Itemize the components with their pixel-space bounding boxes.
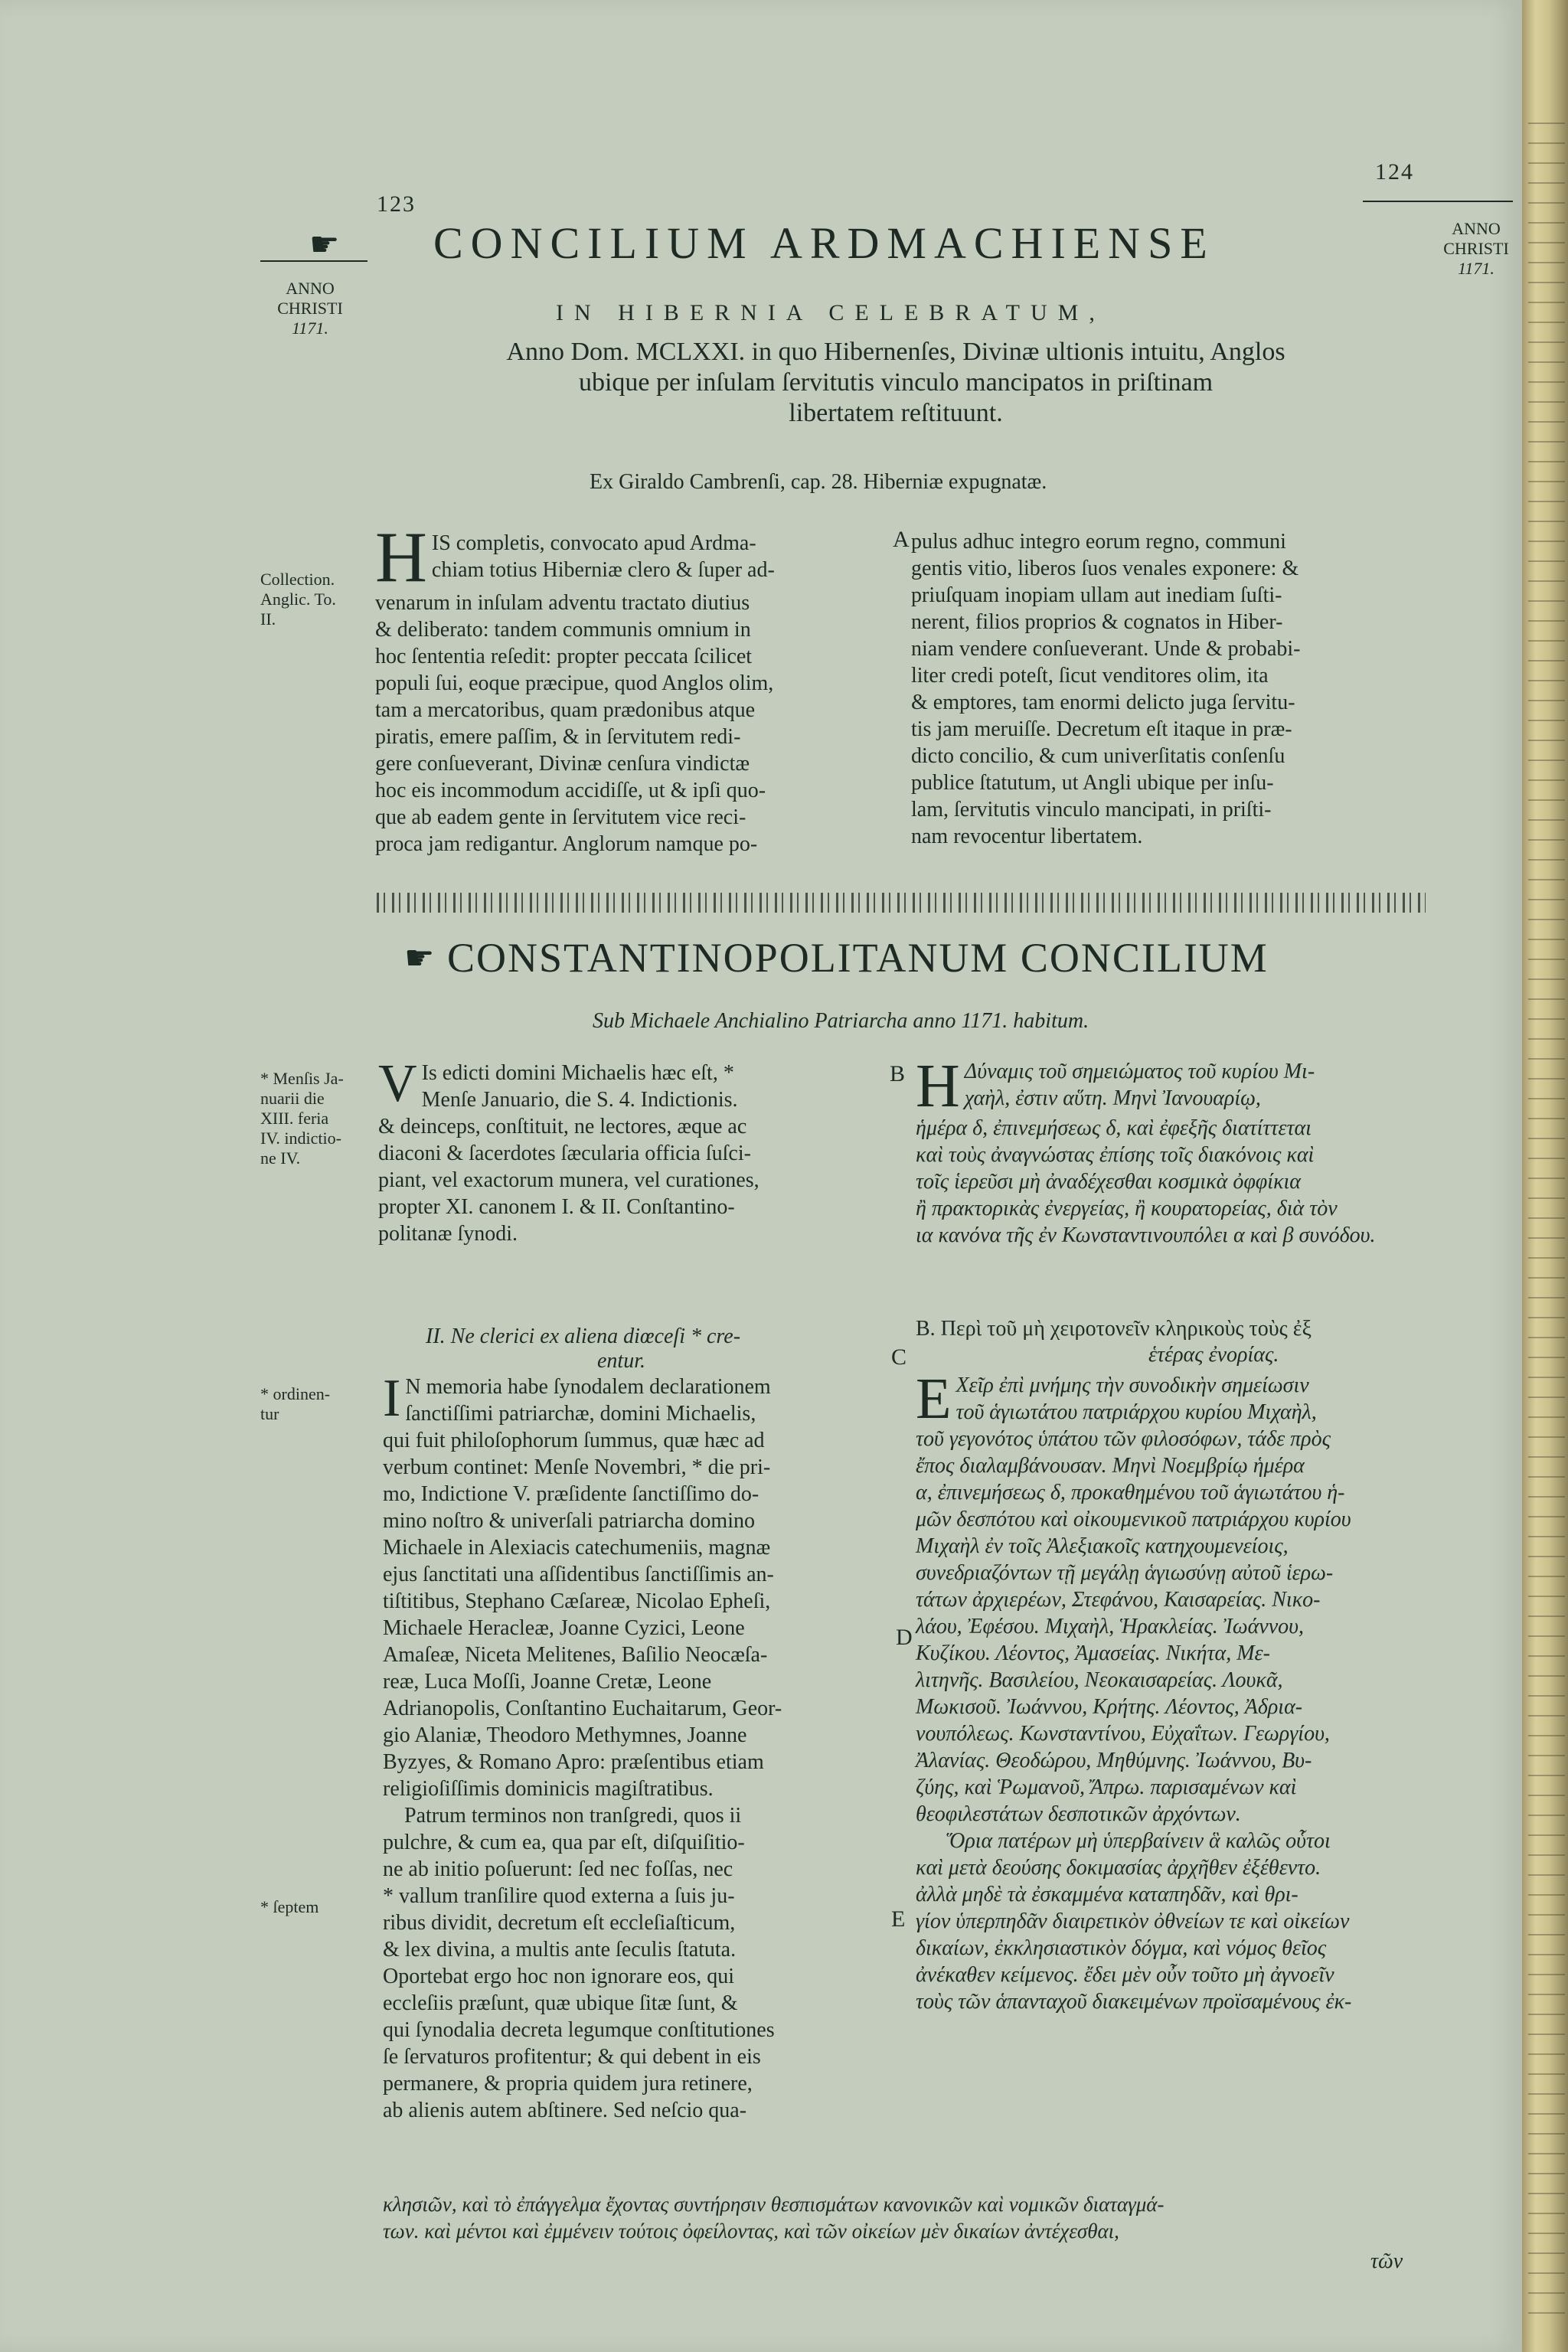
text-line: mo, Indictione V. præſidente ſanctiſſimo do- bbox=[383, 1482, 760, 1506]
text-line: priuſquam inopiam ullam aut inediam ſuſti- bbox=[911, 583, 1282, 607]
section-marker-b: B bbox=[890, 1061, 906, 1086]
margin-note-line: ne IV. bbox=[260, 1148, 301, 1168]
text-line: θεοφιλεστάτων δεσποτικῶν ἀρχόντων. bbox=[916, 1802, 1241, 1826]
text-line: dicto concilio, & cum univerſitatis conſenſu bbox=[911, 744, 1285, 768]
drop-cap-h: H bbox=[375, 518, 427, 597]
text-line: τοῦ γεγονότος ὑπάτου τῶν φιλοσόφων, τάδε πρὸς bbox=[916, 1427, 1331, 1451]
text-line: N memoria habe ſynodalem declarationem bbox=[405, 1375, 771, 1399]
text-line: ἡμέρα δ, ἐπινεμήσεως δ, καὶ ἐφεξῆς διατίττεται bbox=[916, 1116, 1312, 1140]
text-line: τοῖς ἱερεῦσι μὴ ἀναδέχεσθαι κοσμικὰ ὀφφίκια bbox=[916, 1170, 1301, 1194]
text-line: γίον ὑπερπηδᾶν διαιρετικὸν ὀθνείων τε καὶ οἰκείων bbox=[916, 1909, 1350, 1933]
text-line: mino noſtro & univerſali patriarcha domino bbox=[383, 1509, 755, 1533]
drop-cap-epsilon: Ε bbox=[916, 1367, 952, 1431]
section-marker-e: E bbox=[891, 1906, 906, 1932]
margin-anno-label: ANNO bbox=[1452, 219, 1501, 238]
text-line: Χεῖρ ἐπὶ μνήμης τὴν συνοδικὴν σημείωσιν bbox=[956, 1374, 1309, 1397]
text-line: verbum continet: Menſe Novembri, * die pri- bbox=[383, 1455, 771, 1479]
text-line: δικαίων, ἐκκλησιαστικὸν δόγμα, καὶ νόμος θεῖος bbox=[916, 1936, 1327, 1960]
header-rule-right bbox=[1363, 201, 1513, 202]
margin-year-label: 1171. bbox=[292, 318, 328, 338]
text-line: lam, ſervitutis vinculo mancipati, in priſti- bbox=[911, 798, 1272, 822]
intro-line: libertatem reſtituunt. bbox=[789, 399, 1003, 427]
text-line: permanere, & propria quidem jura retinere, bbox=[383, 2072, 753, 2096]
text-line: Oportebat ergo hoc non ignorare eos, qui bbox=[383, 1965, 735, 1988]
text-line: diaconi & ſacerdotes ſæcularia officia ſuſci- bbox=[378, 1142, 751, 1165]
text-line: καὶ μετὰ δεούσης δοκιμασίας ἀρχῆθεν ἐξέθεντο. bbox=[916, 1856, 1321, 1880]
drop-cap-i: I bbox=[383, 1369, 401, 1428]
text-line: populi ſui, eoque præcipue, quod Anglos olim, bbox=[375, 671, 774, 695]
section2-greek-block bbox=[916, 1053, 1436, 1249]
greek-heading-line: B. Περὶ τοῦ μὴ χειροτονεῖν κληρικοὺς τοὺς ἐξ bbox=[916, 1317, 1312, 1341]
text-line: reæ, Luca Moſſi, Joanne Cretæ, Leone bbox=[383, 1670, 712, 1694]
margin-note-line: Anglic. To. bbox=[260, 590, 336, 609]
section2-latin-block bbox=[378, 1054, 899, 1247]
section3-greek-column bbox=[916, 1367, 1436, 2015]
page-number-right: 124 bbox=[1375, 159, 1414, 185]
text-line: nerent, filios proprios & cognatos in Hiber- bbox=[911, 610, 1283, 634]
margin-note-line: XIII. feria bbox=[260, 1109, 329, 1128]
text-line: ejus ſanctitati una aſſidentibus ſanctiſſimis an- bbox=[383, 1563, 774, 1586]
text-line: των. καὶ μέντοι καὶ ἐμμένειν τούτοις ὀφείλοντας, καὶ τῶν οἰκείων μὲν δικαίων ἀντέχεσθαι, bbox=[383, 2220, 1119, 2243]
text-line: piratis, emere paſſim, & in ſervitutem redi- bbox=[375, 725, 741, 749]
text-line: venarum in inſulam adventu tractato diutius bbox=[375, 591, 750, 615]
text-line: IS completis, convocato apud Ardma- bbox=[431, 531, 756, 555]
text-line: pulus adhuc integro eorum regno, communi bbox=[911, 530, 1286, 554]
drop-cap-v: V bbox=[378, 1054, 417, 1113]
page-number-left: 123 bbox=[377, 191, 416, 217]
section-title-constantinopolitanum: CONSTANTINOPOLITANUM CONCILIUM bbox=[447, 935, 1269, 981]
page-edge-lines bbox=[1528, 122, 1565, 2328]
text-line: niam vendere conſueverant. Unde & probabi- bbox=[911, 637, 1301, 661]
margin-note-line: * ordinen- bbox=[260, 1384, 331, 1403]
text-line: ſanctiſſimi patriarchæ, domini Michaelis, bbox=[405, 1402, 756, 1426]
text-line: ἔπος διαλαμβάνουσαν. Μηνὶ Νοεμβρίῳ ἡμέρα bbox=[916, 1454, 1305, 1478]
text-line: ribus dividit, decretum eſt eccleſiaſticum, bbox=[383, 1911, 736, 1935]
margin-anno-left bbox=[260, 279, 360, 338]
text-line: Patrum terminos non tranſgredi, quos ii bbox=[404, 1804, 742, 1828]
text-line: propter XI. canonem I. & II. Conſtantino- bbox=[378, 1195, 735, 1219]
section-subtitle-michaele: Sub Michaele Anchialino Patriarcha anno 1171. habitum. bbox=[593, 1009, 1089, 1033]
text-line: qui fuit philoſophorum ſummus, quæ hæc ad bbox=[383, 1429, 765, 1452]
section-marker-d: D bbox=[896, 1625, 913, 1650]
margin-note-collection bbox=[260, 570, 336, 629]
margin-anno-label: ANNO bbox=[286, 279, 335, 298]
text-line: pulchre, & cum ea, qua par eſt, diſquiſitio- bbox=[383, 1831, 745, 1854]
text-line: publice ſtatutum, ut Angli ubique per inſu- bbox=[911, 771, 1274, 795]
margin-anno-right bbox=[1430, 219, 1522, 279]
text-line: Δύναμις τοῦ σημειώματος τοῦ κυρίου Μι- bbox=[964, 1060, 1315, 1083]
text-line: religioſiſſimis dominicis magiſtratibus. bbox=[383, 1777, 714, 1801]
text-line: Menſe Januario, die S. 4. Indictionis. bbox=[421, 1088, 738, 1112]
ornament-divider bbox=[377, 893, 1426, 913]
text-line: Ὅρια πατέρων μὴ ὑπερβαίνειν ἃ καλῶς οὗτοι bbox=[946, 1829, 1331, 1853]
text-line: τάτων ἀρχιερέων, Στεφάνου, Καισαρείας. Νικο- bbox=[916, 1588, 1321, 1612]
text-line: Adrianopolis, Conſtantino Euchaitarum, Geor- bbox=[383, 1697, 782, 1720]
text-line: eccleſiis præſunt, quæ ubique ſitæ ſunt, & bbox=[383, 1991, 738, 2015]
text-line: χαὴλ, ἐστιν αὕτη. Μηνὶ Ἰανουαρίῳ, bbox=[964, 1086, 1261, 1110]
text-line: ab alienis autem abſtinere. Sed neſcio qua- bbox=[383, 2099, 747, 2122]
margin-note-line: Collection. bbox=[260, 570, 335, 589]
pointing-hand-icon: ☛ bbox=[404, 939, 435, 977]
greek-heading-line: ἑτέρας ἐνορίας. bbox=[1148, 1343, 1279, 1367]
text-line: μῶν δεσπότου καὶ οἰκουμενικοῦ πατριάρχου κυρίου bbox=[916, 1508, 1351, 1531]
text-line: Μωκισοῦ. Ἰωάννου, Κρήτης. Λέοντος, Ἀδρια- bbox=[916, 1695, 1303, 1719]
section-marker-c: C bbox=[891, 1344, 907, 1370]
text-line: chiam totius Hiberniæ clero & ſuper ad- bbox=[431, 558, 775, 582]
margin-note-line: nuarii die bbox=[260, 1089, 325, 1108]
text-line: hoc ſententia reſedit: propter peccata ſcilicet bbox=[375, 645, 753, 668]
text-line: & emptores, tam enormi delicto juga ſervitu- bbox=[911, 691, 1295, 714]
text-line: λάου, Ἐφέσου. Μιχαὴλ, Ἡρακλείας. Ἰωάννου, bbox=[916, 1615, 1305, 1638]
text-line: Michaele Heracleæ, Joanne Cyzici, Leone bbox=[383, 1616, 745, 1640]
text-line: qui ſynodalia decreta legumque conſtitutiones bbox=[383, 2018, 775, 2042]
margin-christi-label: CHRISTI bbox=[277, 299, 343, 318]
section-title-ardmachiense: CONCILIUM ARDMACHIENSE bbox=[433, 218, 1215, 268]
text-line: λιτηνῆς. Βασιλείου, Νεοκαισαρείας. Λουκᾶ, bbox=[916, 1668, 1283, 1692]
text-line: proca jam redigantur. Anglorum namque po- bbox=[375, 832, 758, 856]
text-line: συνεδριαζόντων τῇ μεγάλῃ ἁγιωσύνῃ αὐτοῦ ἱερω- bbox=[916, 1561, 1334, 1585]
margin-note-mensis bbox=[260, 1069, 344, 1168]
text-line: Is edicti domini Michaelis hæc eſt, * bbox=[421, 1061, 734, 1085]
margin-note-line: * Menſis Ja- bbox=[260, 1069, 344, 1088]
text-line: νουπόλεως. Κωνσταντίνου, Εὐχαΐτων. Γεωργίου, bbox=[916, 1722, 1330, 1746]
margin-note-line: II. bbox=[260, 609, 276, 629]
text-line: Ἀλανίας. Θεοδώρου, Μηθύμνης. Ἰωάννου, Βυ- bbox=[916, 1749, 1312, 1772]
text-line: gere conſueverant, Divinæ cenſura vindictæ bbox=[375, 752, 750, 776]
bottom-greek-lines bbox=[383, 2191, 1439, 2245]
margin-note-septem: * ſeptem bbox=[260, 1897, 319, 1916]
margin-christi-label: CHRISTI bbox=[1443, 239, 1509, 258]
section3-latin-column bbox=[383, 1369, 906, 2124]
text-line: ne ab initio poſuerunt: ſed nec foſſas, nec bbox=[383, 1857, 733, 1881]
text-line: & lex divina, a multis ante ſeculis ſtatuta. bbox=[383, 1938, 737, 1962]
text-line: piant, vel exactorum munera, vel curationes, bbox=[378, 1168, 760, 1192]
intro-line: Anno Dom. MCLXXI. in quo Hibernenſes, Divinæ ultionis intuitu, Anglos bbox=[506, 338, 1285, 366]
text-line: α, ἐπινεμήσεως δ, προκαθημένου τοῦ ἁγιωτάτου ἡ- bbox=[916, 1481, 1345, 1504]
margin-year-label: 1171. bbox=[1458, 259, 1494, 278]
text-line: tis jam meruiſſe. Decretum eſt itaque in præ- bbox=[911, 717, 1292, 741]
pointing-hand-icon: ☛ bbox=[309, 226, 340, 263]
text-line: ſe ſervaturos profitentur; & qui debent in eis bbox=[383, 2045, 761, 2069]
text-line: nam revocentur libertatem. bbox=[911, 825, 1143, 848]
text-line: τοὺς τῶν ἁπανταχοῦ διακειμένων προϊσαμένους ἐκ- bbox=[916, 1990, 1352, 2014]
latin-heading-line: entur. bbox=[597, 1349, 645, 1373]
text-line: hoc eis incommodum accidiſſe, ut & ipſi quo- bbox=[375, 779, 766, 802]
text-line: Byzyes, & Romano Apro: præſentibus etiam bbox=[383, 1750, 764, 1774]
text-line: ἀνέκαθεν κείμενος. ἔδει μὲν οὖν τοῦτο μὴ ἀγνοεῖν bbox=[916, 1963, 1334, 1987]
text-line: politanæ ſynodi. bbox=[378, 1222, 518, 1246]
text-line: gentis vitio, liberos ſuos venales exponere: & bbox=[911, 557, 1299, 580]
text-line: tiſtitibus, Stephano Cæſareæ, Nicolao Epheſi, bbox=[383, 1589, 771, 1613]
text-line: tam a mercatoribus, quam prædonibus atque bbox=[375, 698, 756, 722]
text-line: ζύης, καὶ Ῥωμανοῦ, Ἄπρω. παρισαμένων καὶ bbox=[916, 1775, 1297, 1799]
intro-line: ubique per inſulam ſervitutis vinculo mancipatos in priſtinam bbox=[578, 368, 1214, 397]
text-line: que ab eadem gente in ſervitutem vice reci- bbox=[375, 805, 746, 829]
margin-note-line: tur bbox=[260, 1404, 279, 1423]
drop-cap-eta: Η bbox=[916, 1053, 960, 1120]
text-line: Amaſeæ, Niceta Melitenes, Baſilio Neocæſa- bbox=[383, 1643, 768, 1667]
latin-heading-line: II. Ne clerici ex aliena diœceſi * cre- bbox=[426, 1325, 741, 1348]
text-line: ἢ πρακτορικὰς ἐνεργείας, ἢ κουρατορείας, διὰ τὸν bbox=[916, 1197, 1338, 1220]
section-subtitle-hibernia: IN HIBERNIA CELEBRATUM, bbox=[556, 300, 1106, 325]
section-marker-a: A bbox=[893, 527, 910, 552]
text-line: Μιχαὴλ ἐν τοῖς Ἀλεξιακοῖς κατηχουμενείοις, bbox=[916, 1534, 1289, 1558]
catchword: τῶν bbox=[1370, 2249, 1403, 2273]
section-intro bbox=[368, 337, 1424, 429]
text-line: Κυζίκου. Λέοντος, Ἀμασείας. Νικήτα, Με- bbox=[916, 1642, 1270, 1665]
source-citation: Ex Giraldo Cambrenſi, cap. 28. Hiberniæ expugnatæ. bbox=[590, 470, 1047, 494]
text-line: κλησιῶν, καὶ τὸ ἐπάγγελμα ἔχοντας συντήρησιν θεσπισμάτων κανονικῶν καὶ νομικῶν διαταγμά- bbox=[383, 2193, 1165, 2216]
text-line: καὶ τοὺς ἀναγνώστας ἐπίσης τοῖς διακόνοις καὶ bbox=[916, 1143, 1315, 1167]
text-line: ια κανόνα τῆς ἐν Κωνσταντινουπόλει α καὶ β συνόδου. bbox=[916, 1223, 1376, 1247]
text-line: & deliberato: tandem communis omnium in bbox=[375, 618, 751, 642]
text-line: Michaele in Alexiacis catechumeniis, magnæ bbox=[383, 1536, 771, 1560]
section1-right-column bbox=[911, 528, 1447, 850]
text-line: gio Alaniæ, Theodoro Methymnes, Joanne bbox=[383, 1723, 747, 1747]
text-line: * vallum tranſilire quod externa a ſuis ju- bbox=[383, 1884, 735, 1908]
margin-note-ordinentur bbox=[260, 1384, 330, 1424]
text-line: liter credi poteſt, ſicut venditores olim, ita bbox=[911, 664, 1269, 688]
margin-note-line: IV. indictio- bbox=[260, 1129, 341, 1148]
section1-left-column bbox=[375, 518, 896, 858]
text-line: & deinceps, conſtituit, ne lectores, æque ac bbox=[378, 1115, 747, 1138]
text-line: ἀλλὰ μηδὲ τὰ ἐσκαμμένα καταπηδᾶν, καὶ θρι- bbox=[916, 1883, 1298, 1906]
text-line: τοῦ ἁγιωτάτου πατριάρχου κυρίου Μιχαὴλ, bbox=[956, 1400, 1317, 1424]
